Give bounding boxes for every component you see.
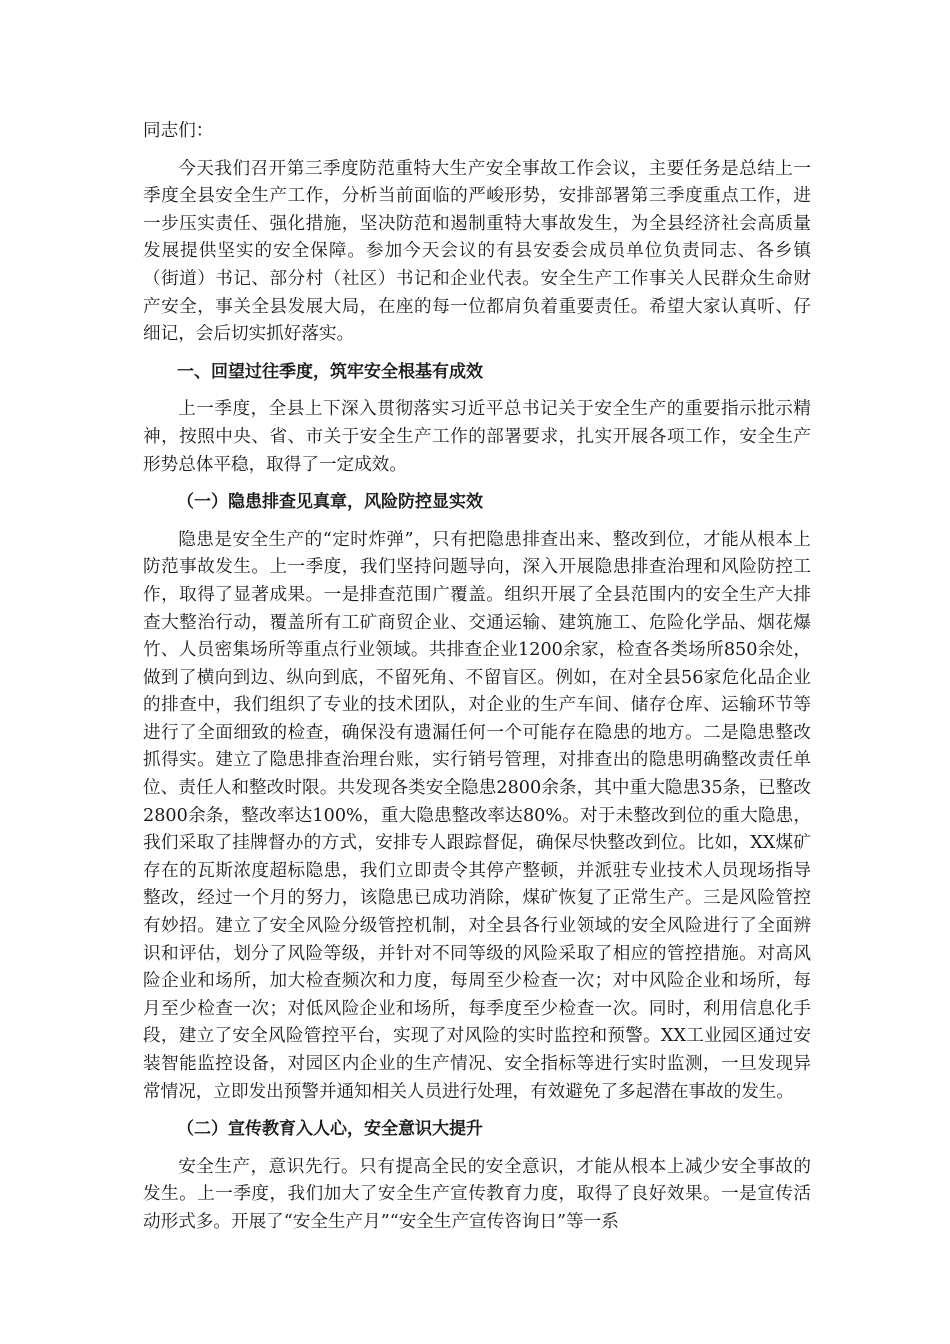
section-heading-1: 一、回望过往季度，筑牢安全根基有成效 bbox=[177, 361, 483, 382]
greeting: 同志们： bbox=[143, 121, 214, 141]
section1-intro-paragraph: 上一季度，全县上下深入贯彻落实习近平总书记关于安全生产的重要指示批示精神，按照中央、省、市关于安全生产工作的部署要求，扎实开展各项工作，安全生产形势总体平稳，取得了一定成效。 bbox=[143, 399, 811, 475]
document-page bbox=[143, 118, 811, 1247]
intro-paragraph: 今天我们召开第三季度防范重特大生产安全事故工作会议，主要任务是总结上一季度全县安全生产工作，分析当前面临的严峻形势，安排部署第三季度重点工作，进一步压实责任、强化措施，坚决防范和遏制重特大事故发生，为全县经济社会高质量发展提供坚实的安全保障。参加今天会议的有县安委会成员单位负责同志、各乡镇（街道）书记、部分村（社区）书记和企业代表。安全生产工作事关人民群众生命财产安全，事关全县发展大局，在座的每一位都肩负着重要责任。希望大家认真听、仔细记，会后切实抓好落实。 bbox=[143, 158, 811, 345]
subsection-heading-2: （二）宣传教育入人心，安全意识大提升 bbox=[177, 1119, 483, 1140]
subsection-heading-1: （一）隐患排查见真章，风险防控显实效 bbox=[177, 492, 483, 513]
subsection1-body: 隐患是安全生产的“定时炸弹”，只有把隐患排查出来、整改到位，才能从根本上防范事故发生。上一季度，我们坚持问题导向，深入开展隐患排查治理和风险防控工作，取得了显著成果。一是排查范围广覆盖。组织开展了全县范围内的安全生产大排查大整治行动，覆盖所有工矿商贸企业、交通运输、建筑施工、危险化学品、烟花爆竹、人员密集场所等重点行业领域。共排查企业1200余家，检查各类场所850余处，做到了横向到边、纵向到底，不留死角、不留盲区。例如，在对全县56家危化品企业的排查中，我们组织了专业的技术团队，对企业的生产车间、储存仓库、运输环节等进行了全面细致的检查，确保没有遗漏任何一个可能存在隐患的地方。二是隐患整改抓得实。建立了隐患排查治理台账，实行销号管理，对排查出的隐患明确整改责任单位、责任人和整改时限。共发现各类安全隐患2800余条，其中重大隐患35条，已整改2800余条，整改率达100%，重大隐患整改率达80%。对于未整改到位的重大隐患，我们采取了挂牌督办的方式，安排专人跟踪督促，确保尽快整改到位。比如，XX煤矿存在的瓦斯浓度超标隐患，我们立即责令其停产整顿，并派驻专业技术人员现场指导整改，经过一个月的努力，该隐患已成功消除，煤矿恢复了正常生产。三是风险管控有妙招。建立了安全风险分级管控机制，对全县各行业领域的安全风险进行了全面辨识和评估，划分了风险等级，并针对不同等级的风险采取了相应的管控措施。对高风险企业和场所，加大检查频次和力度，每周至少检查一次；对中风险企业和场所，每月至少检查一次；对低风险企业和场所，每季度至少检查一次。同时，利用信息化手段，建立了安全风险管控平台，实现了对风险的实时监控和预警。XX工业园区通过安装智能监控设备，对园区内企业的生产情况、安全指标等进行实时监测，一旦发现异常情况，立即发出预警并通知相关人员进行处理，有效避免了多起潜在事故的发生。 bbox=[143, 529, 811, 1102]
subsection2-body: 安全生产，意识先行。只有提高全民的安全意识，才能从根本上减少安全事故的发生。上一季度，我们加大了安全生产宣传教育力度，取得了良好效果。一是宣传活动形式多。开展了“安全生产月”“安全生产宣传咨询日”等一系 bbox=[143, 1156, 811, 1232]
